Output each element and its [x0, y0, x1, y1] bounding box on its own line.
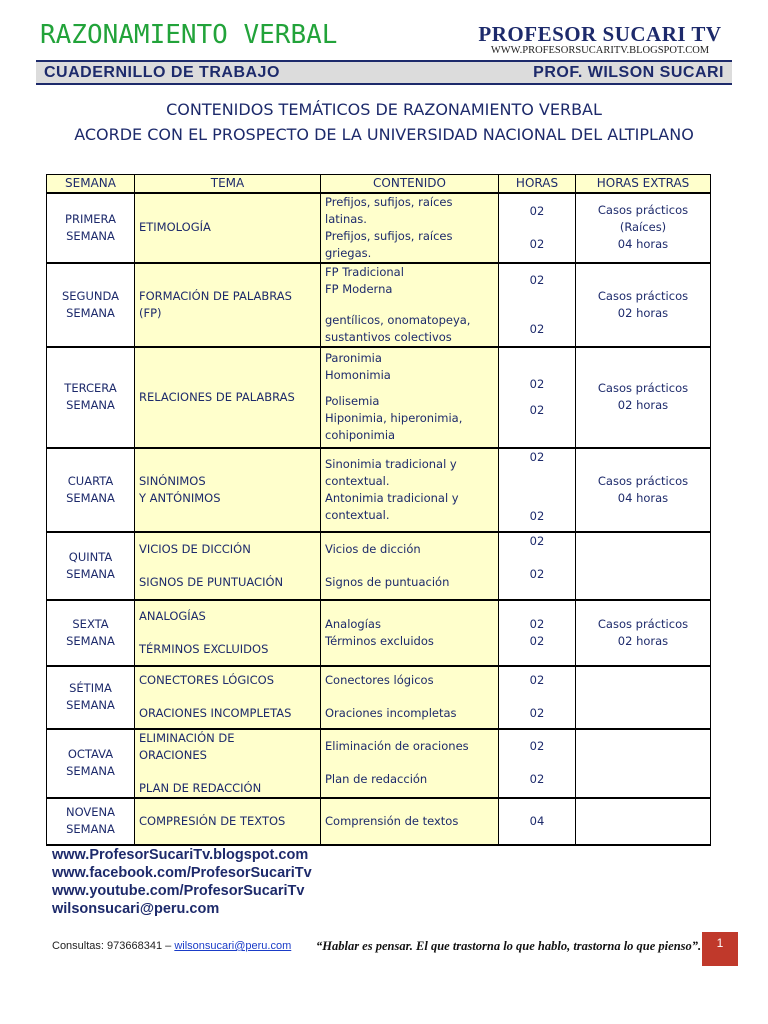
table-row: [47, 532, 711, 600]
band-left-text: CUADERNILLO DE TRABAJO: [44, 63, 280, 81]
hours-value: 02: [529, 321, 545, 336]
extra-line: Casos prácticos: [597, 381, 689, 395]
content-line: gentílicos, onomatopeya,: [325, 312, 471, 327]
week-line: SEMANA: [66, 566, 115, 581]
extra-line: 02 horas: [617, 305, 669, 320]
hours-value: 02: [529, 376, 545, 391]
week-line: SÉTIMA: [69, 681, 112, 695]
hours-value: 02: [529, 566, 545, 581]
content-line: Analogías: [325, 616, 381, 631]
topic-cell: [135, 798, 321, 845]
content-line: Polisemia: [325, 394, 380, 408]
band-right-text: PROF. WILSON SUCARI: [533, 63, 724, 81]
topic-line: RELACIONES DE PALABRAS: [139, 389, 295, 404]
facebook-link[interactable]: www.facebook.com/ProfesorSucariTv: [52, 865, 312, 881]
content-line: Homonimia: [325, 368, 391, 382]
week-line: CUARTA: [67, 473, 114, 488]
week-line: SEMANA: [66, 822, 115, 836]
extra-cell: [576, 347, 711, 448]
week-line: SEMANA: [66, 305, 115, 320]
topic-line: SINÓNIMOS: [139, 473, 206, 488]
email-link[interactable]: wilsonsucari@peru.com: [52, 901, 220, 917]
topic-cell: [135, 729, 321, 798]
topic-cell: [135, 532, 321, 600]
hours-cell: [499, 666, 576, 729]
content-line: sustantivos colectivos: [325, 329, 452, 344]
hours-value: 04: [529, 813, 545, 828]
topic-line: (FP): [139, 305, 162, 320]
topic-line: ETIMOLOGÍA: [139, 220, 211, 234]
hours-value: 02: [529, 236, 545, 251]
hours-value: 02: [529, 616, 545, 631]
hours-value: 02: [529, 508, 545, 523]
topic-line: VICIOS DE DICCIÓN: [139, 541, 251, 556]
content-line: Prefijos, sufijos, raíces: [325, 228, 453, 243]
extra-cell: [576, 666, 711, 729]
table-row: [47, 600, 711, 666]
table-row: [47, 448, 711, 532]
content-line: Signos de puntuación: [325, 574, 450, 589]
hours-cell: [499, 798, 576, 845]
content-line: Plan de redacción: [325, 772, 428, 786]
hours-value: 02: [529, 449, 545, 464]
column-header: CONTENIDO: [321, 175, 499, 193]
hours-cell: [499, 448, 576, 532]
content-line: Términos excluidos: [325, 633, 434, 648]
week-cell: [47, 347, 135, 448]
brand-block: [470, 22, 730, 56]
consult-label: Consultas: 973668341 –: [52, 940, 175, 952]
topic-line: PLAN DE REDACCIÓN: [139, 780, 262, 795]
hours-value: 02: [529, 533, 545, 548]
hours-value: 02: [529, 633, 545, 648]
content-cell: [321, 193, 499, 263]
topic-cell: [135, 193, 321, 263]
week-cell: [47, 193, 135, 263]
topic-line: ORACIONES: [139, 747, 207, 762]
footer-quote: “Hablar es pensar. El que trastorna lo que hablo, trastorna lo que pienso”.: [316, 939, 702, 953]
content-line: Paronimia: [325, 351, 382, 365]
week-line: SEMANA: [66, 228, 115, 243]
consult-email-link[interactable]: wilsonsucari@peru.com: [174, 940, 292, 952]
content-line: Hiponimia, hiperonimia,: [325, 411, 463, 425]
content-cell: [321, 798, 499, 845]
hours-value: 02: [529, 673, 545, 687]
week-cell: [47, 600, 135, 666]
footer-contact: [52, 940, 291, 952]
content-line: Vicios de dicción: [325, 541, 421, 556]
topic-cell: [135, 347, 321, 448]
hours-cell: [499, 729, 576, 798]
week-line: SEMANA: [66, 698, 115, 712]
extra-cell: [576, 193, 711, 263]
week-line: QUINTA: [68, 549, 113, 564]
extra-cell: [576, 729, 711, 798]
topic-line: TÉRMINOS EXCLUIDOS: [139, 641, 269, 656]
week-cell: [47, 532, 135, 600]
content-line: contextual.: [325, 507, 390, 522]
week-line: SEMANA: [66, 633, 115, 648]
week-line: SEMANA: [66, 490, 115, 505]
week-cell: [47, 448, 135, 532]
hours-cell: [499, 347, 576, 448]
topic-line: Y ANTÓNIMOS: [139, 490, 221, 505]
week-line: SEMANA: [66, 764, 115, 778]
content-cell: [321, 448, 499, 532]
content-line: Eliminación de oraciones: [325, 739, 469, 753]
content-cell: [321, 263, 499, 347]
topic-line: ELIMINACIÓN DE: [139, 730, 235, 745]
topic-cell: [135, 263, 321, 347]
column-header: HORAS: [499, 175, 576, 193]
extra-line: (Raíces): [619, 220, 667, 234]
document-heading-line1: CONTENIDOS TEMÁTICOS DE RAZONAMIENTO VERBAL: [166, 100, 602, 119]
page-number-badge: [702, 932, 738, 966]
hours-value: 02: [529, 706, 545, 720]
table-header-row: [47, 175, 711, 193]
hours-cell: [499, 193, 576, 263]
blog-link[interactable]: www.ProfesorSucariTv.blogspot.com: [52, 847, 309, 863]
topic-line: CONECTORES LÓGICOS: [139, 673, 275, 687]
youtube-link[interactable]: www.youtube.com/ProfesorSucariTv: [52, 883, 305, 899]
week-line: TERCERA: [64, 381, 117, 395]
column-header: SEMANA: [47, 175, 135, 193]
document-heading-line2: ACORDE CON EL PROSPECTO DE LA UNIVERSIDAD NACIONAL DEL ALTIPLANO: [74, 125, 694, 144]
extra-line: 02 horas: [617, 633, 669, 648]
week-line: OCTAVA: [67, 747, 114, 761]
topic-line: ANALOGÍAS: [139, 608, 206, 623]
extra-line: Casos prácticos: [597, 616, 689, 631]
week-line: SEXTA: [72, 616, 109, 631]
brand-name: PROFESOR SUCARI TV: [478, 22, 722, 46]
content-line: contextual.: [325, 473, 390, 488]
table-row: [47, 729, 711, 798]
brand-title: RAZONAMIENTO VERBAL: [40, 20, 338, 50]
topic-cell: [135, 666, 321, 729]
content-line: Antonimia tradicional y: [325, 490, 459, 505]
extra-cell: [576, 448, 711, 532]
extra-line: 04 horas: [617, 490, 669, 505]
column-header: TEMA: [135, 175, 321, 193]
week-cell: [47, 263, 135, 347]
topic-cell: [135, 600, 321, 666]
content-line: FP Tradicional: [325, 264, 404, 279]
week-cell: [47, 798, 135, 845]
content-line: Conectores lógicos: [325, 673, 434, 687]
content-cell: [321, 666, 499, 729]
column-header: HORAS EXTRAS: [576, 175, 711, 193]
topic-line: ORACIONES INCOMPLETAS: [139, 706, 292, 720]
week-cell: [47, 666, 135, 729]
table-row: [47, 193, 711, 263]
topics-table: [46, 174, 711, 846]
content-cell: [321, 532, 499, 600]
topic-cell: [135, 448, 321, 532]
extra-line: Casos prácticos: [597, 203, 689, 217]
content-cell: [321, 600, 499, 666]
table-row: [47, 347, 711, 448]
hours-value: 02: [529, 739, 545, 753]
week-line: PRIMERA: [65, 211, 116, 226]
topic-line: SIGNOS DE PUNTUACIÓN: [139, 574, 284, 589]
hours-value: 02: [529, 772, 545, 786]
content-line: latinas.: [325, 211, 367, 226]
hours-value: 02: [529, 203, 545, 218]
week-line: NOVENA: [65, 805, 116, 819]
page-number: 1: [716, 936, 724, 950]
content-line: Comprensión de textos: [325, 813, 459, 828]
extra-line: Casos prácticos: [597, 473, 689, 488]
extra-cell: [576, 600, 711, 666]
topic-line: FORMACIÓN DE PALABRAS: [139, 288, 292, 303]
week-cell: [47, 729, 135, 798]
content-line: Oraciones incompletas: [325, 706, 457, 720]
hours-value: 02: [529, 272, 545, 287]
extra-line: Casos prácticos: [597, 288, 689, 303]
week-line: SEGUNDA: [61, 288, 120, 303]
topic-line: COMPRESIÓN DE TEXTOS: [139, 813, 286, 828]
content-line: Sinonimia tradicional y: [325, 456, 457, 471]
extra-line: 04 horas: [617, 237, 669, 251]
hours-cell: [499, 600, 576, 666]
content-cell: [321, 729, 499, 798]
header-band: [36, 60, 732, 85]
content-cell: [321, 347, 499, 448]
extra-cell: [576, 798, 711, 845]
extra-cell: [576, 532, 711, 600]
table-row: [47, 666, 711, 729]
week-line: SEMANA: [66, 398, 115, 412]
extra-cell: [576, 263, 711, 347]
content-line: FP Moderna: [325, 281, 393, 296]
hours-cell: [499, 263, 576, 347]
hours-value: 02: [529, 402, 545, 417]
contact-links: [52, 846, 312, 918]
brand-url[interactable]: WWW.PROFESORSUCARITV.BLOGSPOT.COM: [490, 45, 710, 56]
content-line: griegas.: [325, 245, 372, 260]
table-row: [47, 798, 711, 845]
hours-cell: [499, 532, 576, 600]
table-row: [47, 263, 711, 347]
extra-line: 02 horas: [617, 398, 669, 412]
content-line: cohiponimia: [325, 428, 396, 442]
content-line: Prefijos, sufijos, raíces: [325, 194, 453, 209]
